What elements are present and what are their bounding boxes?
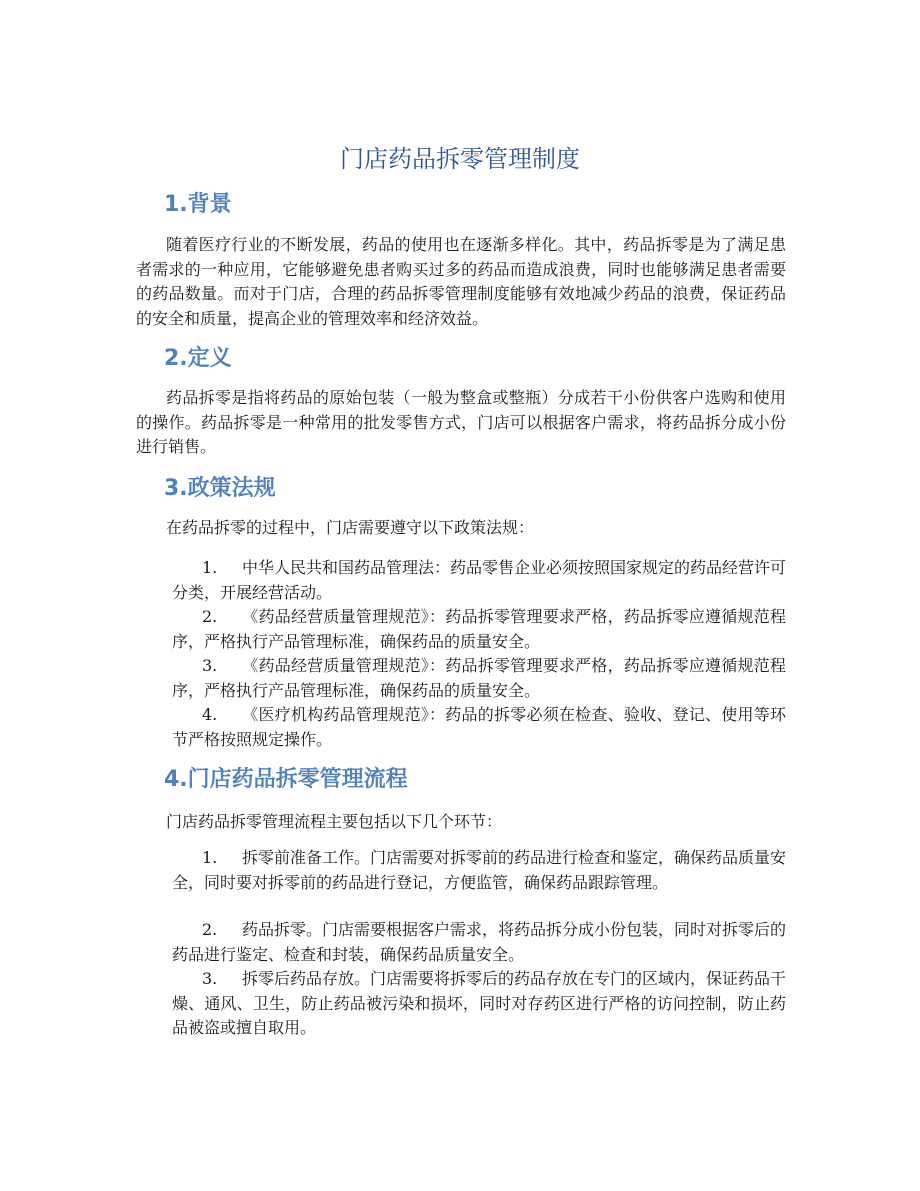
document-title: 门店药品拆零管理制度: [340, 145, 580, 173]
list-item-text: 中华人民共和国药品管理法：药品零售企业必须按照国家规定的药品经营许可分类，开展经营活动。: [172, 558, 787, 602]
list-item: [172, 918, 786, 967]
list-item-number: 4.: [202, 705, 218, 724]
background-paragraph: 随着医疗行业的不断发展，药品的使用也在逐渐多样化。其中，药品拆零是为了满足患者需求的一种应用，它能够避免患者购买过多的药品而造成浪费，同时也能够满足患者需要的药品数量。而对于门店，合理的药品拆零管理制度能够有效地减少药品的浪费，保证药品的安全和质量，提高企业的管理效率和经济效益。: [136, 235, 786, 328]
list-item: [172, 654, 786, 703]
list-item-number: 1.: [202, 848, 218, 867]
section-heading-policy: 3.政策法规: [164, 476, 276, 501]
list-item-text: 《药品经营质量管理规范》：药品拆零管理要求严格，药品拆零应遵循规范程序，严格执行产品管理标准，确保药品的质量安全。: [172, 656, 786, 700]
list-item: [172, 605, 786, 654]
list-item-text: 药品拆零。门店需要根据客户需求，将药品拆分成小份包装，同时对拆零后的药品进行鉴定、检查和封装，确保药品质量安全。: [172, 920, 787, 964]
list-item-text: 《医疗机构药品管理规范》：药品的拆零必须在检查、验收、登记、使用等环节严格按照规定操作。: [172, 705, 786, 749]
definition-paragraph: 药品拆零是指将药品的原始包装（一般为整盒或整瓶）分成若干小份供客户选购和使用的操作。药品拆零是一种常用的批发零售方式，门店可以根据客户需求，将药品拆分成小份进行销售。: [136, 388, 786, 456]
list-item: [172, 556, 786, 605]
list-item-number: 2.: [202, 607, 218, 626]
list-item-text: 《药品经营质量管理规范》：药品拆零管理要求严格，药品拆零应遵循规范程序，严格执行产品管理标准，确保药品的质量安全。: [172, 607, 786, 651]
list-item-text: 拆零后药品存放。门店需要将拆零后的药品存放在专门的区域内，保证药品干燥、通风、卫生，防止药品被污染和损坏，同时对存药区进行严格的访问控制，防止药品被盗或擅自取用。: [172, 969, 787, 1037]
list-item-text: 拆零前准备工作。门店需要对拆零前的药品进行检查和鉴定，确保药品质量安全，同时要对拆零前的药品进行登记，方便监管，确保药品跟踪管理。: [172, 848, 787, 892]
list-item: [172, 703, 786, 752]
list-item-number: 2.: [202, 920, 218, 939]
section-heading-definition: 2.定义: [164, 346, 232, 371]
list-item-number: 1.: [202, 558, 218, 577]
list-item-number: 3.: [202, 656, 218, 675]
list-item-number: 3.: [202, 969, 218, 988]
process-intro: 门店药品拆零管理流程主要包括以下几个环节：: [166, 812, 503, 831]
list-item: [172, 967, 786, 1041]
section-heading-process: 4.门店药品拆零管理流程: [164, 767, 408, 792]
policy-intro: 在药品拆零的过程中，门店需要遵守以下政策法规：: [166, 518, 535, 537]
section-heading-background: 1.背景: [164, 192, 232, 217]
list-item: [172, 846, 786, 895]
